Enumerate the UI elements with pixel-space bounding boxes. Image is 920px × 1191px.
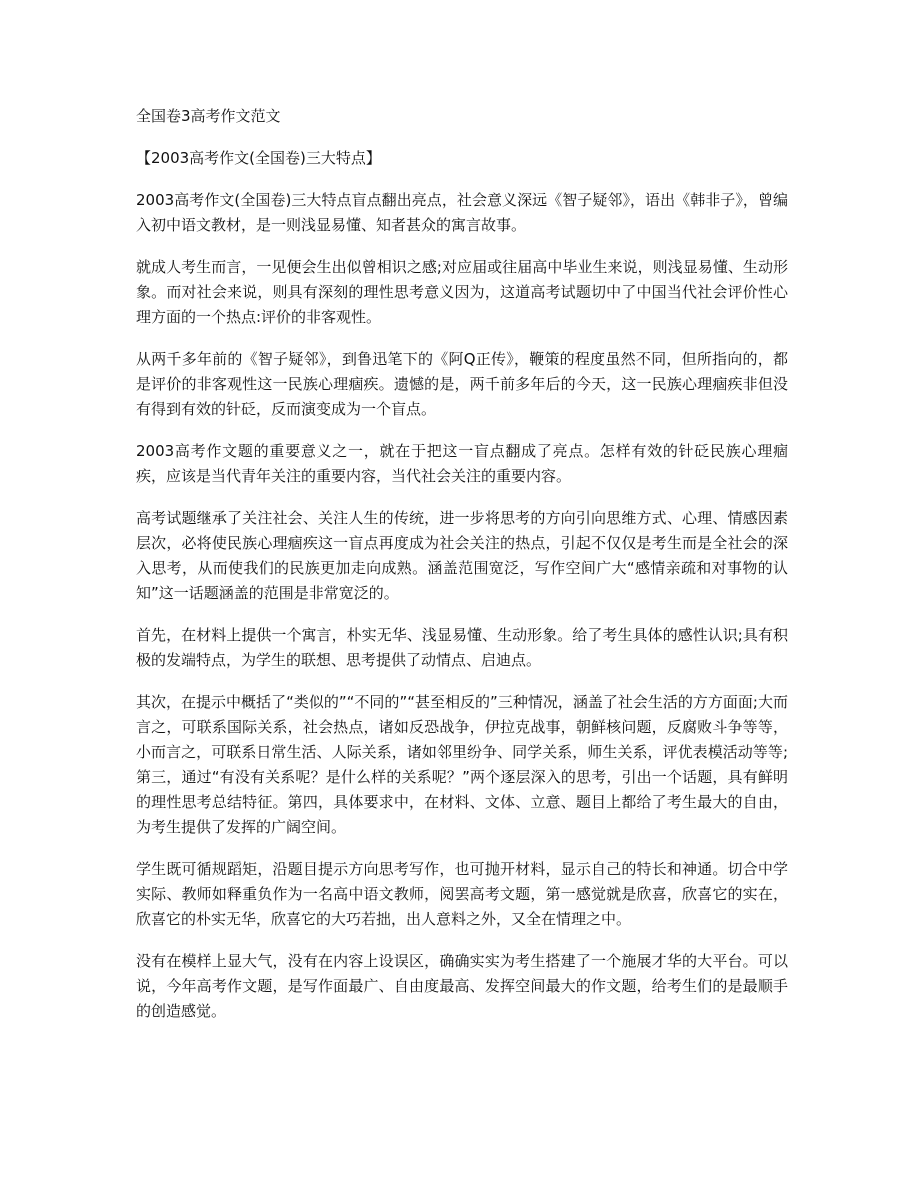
paragraph-4: 2003高考作文题的重要意义之一，就在于把这一盲点翻成了亮点。怎样有效的针砭民族心理痼疾，应该是当代青年关注的重要内容，当代社会关注的重要内容。 [136,442,788,485]
paragraph-7: 其次，在提示中概括了“类似的”“不同的”“甚至相反的”三种情况，涵盖了社会生活的方方面面;大而言之，可联系国际关系，社会热点，诸如反恐战争，伊拉克战事，朝鲜核问题，反腐败斗争等等，小而言之，可联系日常生活、人际关系，诸如邻里纷争、同学关系，师生关系，评优表模活动等等;第三，通过“有没有关系呢？是什么样的关系呢？”两个逐层深入的思考，引出一个话题，具有鲜明的理性思考总结特征。第四，具体要求中，在材料、文体、立意、题目上都给了考生最大的自由，为考生提供了发挥的广阔空间。 [136,693,788,836]
paragraph-6: 首先，在材料上提供一个寓言，朴实无华、浅显易懂、生动形象。给了考生具体的感性认识;具有积极的发端特点，为学生的联想、思考提供了动情点、启迪点。 [136,626,788,669]
paragraph-9: 没有在模样上显大气，没有在内容上设误区，确确实实为考生搭建了一个施展才华的大平台。可以说，今年高考作文题，是写作面最广、自由度最高、发挥空间最大的作文题，给考生们的是最顺手的创造感觉。 [136,952,788,1020]
paragraph-2: 就成人考生而言，一见便会生出似曾相识之感;对应届或往届高中毕业生来说，则浅显易懂、生动形象。而对社会来说，则具有深刻的理性思考意义因为，这道高考试题切中了中国当代社会评价性心理方面的一个热点:评价的非客观性。 [136,258,788,326]
paragraph-8: 学生既可循规蹈矩，沿题目提示方向思考写作，也可抛开材料，显示自己的特长和神通。切合中学实际、教师如释重负作为一名高中语文教师，阅罢高考文题，第一感觉就是欣喜，欣喜它的实在，欣喜它的朴实无华，欣喜它的大巧若拙，出人意料之外，又全在情理之中。 [136,860,788,928]
document-title: 全国卷3高考作文范文 [136,107,281,125]
paragraph-3: 从两千多年前的《智子疑邻》，到鲁迅笔下的《阿Q正传》，鞭策的程度虽然不同，但所指向的，都是评价的非客观性这一民族心理痼疾。遗憾的是，两千前多年后的今天，这一民族心理痼疾非但没有得到有效的针砭，反而演变成为一个盲点。 [136,350,788,418]
section-heading: 【2003高考作文(全国卷)三大特点】 [136,149,381,167]
paragraph-1: 2003高考作文(全国卷)三大特点盲点翻出亮点，社会意义深远《智子疑邻》，语出《韩非子》，曾编入初中语文教材，是一则浅显易懂、知者甚众的寓言故事。 [136,191,788,234]
document-page [136,104,788,1041]
paragraph-5: 高考试题继承了关注社会、关注人生的传统，进一步将思考的方向引向思维方式、心理、情感因素层次，必将使民族心理痼疾这一盲点再度成为社会关注的热点，引起不仅仅是考生而是全社会的深入思考，从而使我们的民族更加走向成熟。涵盖范围宽泛，写作空间广大“感情亲疏和对事物的认知”这一话题涵盖的范围是非常宽泛的。 [136,509,788,602]
